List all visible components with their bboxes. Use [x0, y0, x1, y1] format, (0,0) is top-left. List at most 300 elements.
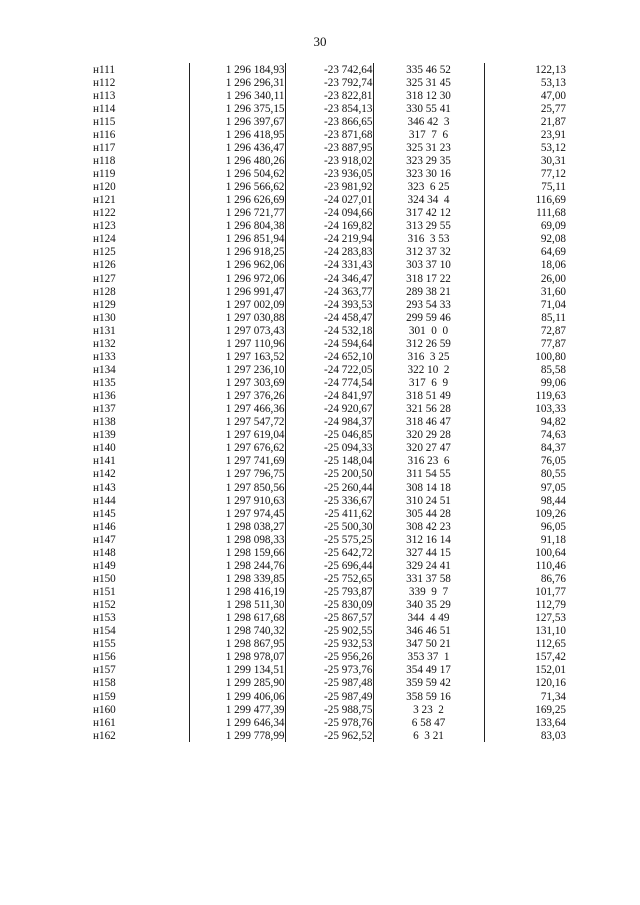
- x-coordinate-cell: 1 296 504,62: [189, 168, 285, 181]
- x-coordinate-cell: 1 298 867,95: [189, 638, 285, 651]
- direction-angle-cell: 346 42 3: [373, 115, 484, 128]
- point-id-cell: н127: [93, 272, 116, 285]
- table-row: [93, 455, 566, 468]
- table-row: [93, 703, 566, 716]
- table-row: [93, 572, 566, 585]
- direction-angle-cell: 347 50 21: [373, 638, 484, 651]
- table-row: [93, 115, 566, 128]
- x-coordinate-cell: 1 296 480,26: [189, 154, 285, 167]
- segment-length-cell: 94,82: [484, 416, 566, 429]
- x-coordinate-cell: 1 297 030,88: [189, 311, 285, 324]
- point-id-cell: н115: [93, 115, 116, 128]
- segment-length-cell: 120,16: [484, 677, 566, 690]
- direction-angle-cell: 320 29 28: [373, 429, 484, 442]
- x-coordinate-cell: 1 296 851,94: [189, 233, 285, 246]
- point-id-cell: н114: [93, 102, 116, 115]
- point-id-cell: н133: [93, 350, 116, 363]
- point-id-cell: н137: [93, 403, 116, 416]
- table-row: [93, 586, 566, 599]
- x-coordinate-cell: 1 299 134,51: [189, 664, 285, 677]
- y-coordinate-cell: -24 920,67: [285, 403, 373, 416]
- x-coordinate-cell: 1 298 740,32: [189, 625, 285, 638]
- point-id-cell: н147: [93, 533, 116, 546]
- direction-angle-cell: 317 6 9: [373, 377, 484, 390]
- point-id-cell: н159: [93, 690, 116, 703]
- y-coordinate-cell: -25 336,67: [285, 494, 373, 507]
- point-id-cell: н151: [93, 586, 116, 599]
- direction-angle-cell: 329 24 41: [373, 559, 484, 572]
- x-coordinate-cell: 1 296 340,11: [189, 89, 285, 102]
- x-coordinate-cell: 1 298 159,66: [189, 546, 285, 559]
- y-coordinate-cell: -23 871,68: [285, 128, 373, 141]
- point-id-cell: н117: [93, 141, 116, 154]
- table-row: [93, 220, 566, 233]
- y-coordinate-cell: -25 148,04: [285, 455, 373, 468]
- table-row: [93, 350, 566, 363]
- direction-angle-cell: 289 38 21: [373, 285, 484, 298]
- x-coordinate-cell: 1 296 296,31: [189, 76, 285, 89]
- y-coordinate-cell: -25 830,09: [285, 599, 373, 612]
- x-coordinate-cell: 1 297 850,56: [189, 481, 285, 494]
- direction-angle-cell: 318 17 22: [373, 272, 484, 285]
- direction-angle-cell: 353 37 1: [373, 651, 484, 664]
- table-row: [93, 128, 566, 141]
- table-row: [93, 716, 566, 729]
- y-coordinate-cell: -24 774,54: [285, 377, 373, 390]
- point-id-cell: н156: [93, 651, 116, 664]
- table-row: [93, 63, 566, 76]
- x-coordinate-cell: 1 297 741,69: [189, 455, 285, 468]
- x-coordinate-cell: 1 297 974,45: [189, 507, 285, 520]
- direction-angle-cell: 318 12 30: [373, 89, 484, 102]
- x-coordinate-cell: 1 298 416,19: [189, 586, 285, 599]
- table-row: [93, 207, 566, 220]
- direction-angle-cell: 317 7 6: [373, 128, 484, 141]
- segment-length-cell: 110,46: [484, 559, 566, 572]
- segment-length-cell: 69,09: [484, 220, 566, 233]
- y-coordinate-cell: -23 866,65: [285, 115, 373, 128]
- x-coordinate-cell: 1 296 436,47: [189, 141, 285, 154]
- point-id-cell: н118: [93, 154, 116, 167]
- segment-length-cell: 97,05: [484, 481, 566, 494]
- segment-length-cell: 80,55: [484, 468, 566, 481]
- x-coordinate-cell: 1 296 991,47: [189, 285, 285, 298]
- x-coordinate-cell: 1 298 617,68: [189, 612, 285, 625]
- coordinates-table: [93, 63, 566, 742]
- table-row: [93, 272, 566, 285]
- table-row: [93, 651, 566, 664]
- y-coordinate-cell: -25 094,33: [285, 442, 373, 455]
- x-coordinate-cell: 1 299 646,34: [189, 716, 285, 729]
- segment-length-cell: 86,76: [484, 572, 566, 585]
- x-coordinate-cell: 1 297 303,69: [189, 377, 285, 390]
- direction-angle-cell: 318 46 47: [373, 416, 484, 429]
- point-id-cell: н149: [93, 559, 116, 572]
- segment-length-cell: 131,10: [484, 625, 566, 638]
- segment-length-cell: 75,11: [484, 181, 566, 194]
- segment-length-cell: 152,01: [484, 664, 566, 677]
- y-coordinate-cell: -24 532,18: [285, 324, 373, 337]
- y-coordinate-cell: -24 027,01: [285, 194, 373, 207]
- point-id-cell: н141: [93, 455, 116, 468]
- y-coordinate-cell: -25 752,65: [285, 572, 373, 585]
- segment-length-cell: 99,06: [484, 377, 566, 390]
- point-id-cell: н152: [93, 599, 116, 612]
- x-coordinate-cell: 1 297 002,09: [189, 298, 285, 311]
- y-coordinate-cell: -24 331,43: [285, 259, 373, 272]
- table-row: [93, 442, 566, 455]
- segment-length-cell: 21,87: [484, 115, 566, 128]
- segment-length-cell: 71,04: [484, 298, 566, 311]
- direction-angle-cell: 335 46 52: [373, 63, 484, 76]
- table-row: [93, 729, 566, 742]
- direction-angle-cell: 322 10 2: [373, 363, 484, 376]
- segment-length-cell: 72,87: [484, 324, 566, 337]
- table-row: [93, 390, 566, 403]
- point-id-cell: н121: [93, 194, 116, 207]
- y-coordinate-cell: -23 822,81: [285, 89, 373, 102]
- segment-length-cell: 85,58: [484, 363, 566, 376]
- segment-length-cell: 96,05: [484, 520, 566, 533]
- x-coordinate-cell: 1 296 626,69: [189, 194, 285, 207]
- table-row: [93, 520, 566, 533]
- point-id-cell: н111: [93, 63, 115, 76]
- segment-length-cell: 100,64: [484, 546, 566, 559]
- table-row: [93, 76, 566, 89]
- table-row: [93, 507, 566, 520]
- table-row: [93, 285, 566, 298]
- point-id-cell: н122: [93, 207, 116, 220]
- table-row: [93, 416, 566, 429]
- point-id-cell: н143: [93, 481, 116, 494]
- direction-angle-cell: 316 3 53: [373, 233, 484, 246]
- table-row: [93, 690, 566, 703]
- segment-length-cell: 47,00: [484, 89, 566, 102]
- y-coordinate-cell: -25 575,25: [285, 533, 373, 546]
- table-row: [93, 403, 566, 416]
- point-id-cell: н160: [93, 703, 116, 716]
- segment-length-cell: 71,34: [484, 690, 566, 703]
- point-id-cell: н135: [93, 377, 116, 390]
- table-row: [93, 533, 566, 546]
- direction-angle-cell: 339 9 7: [373, 586, 484, 599]
- x-coordinate-cell: 1 297 910,63: [189, 494, 285, 507]
- x-coordinate-cell: 1 297 466,36: [189, 403, 285, 416]
- x-coordinate-cell: 1 296 804,38: [189, 220, 285, 233]
- direction-angle-cell: 354 49 17: [373, 664, 484, 677]
- segment-length-cell: 116,69: [484, 194, 566, 207]
- x-coordinate-cell: 1 298 511,30: [189, 599, 285, 612]
- segment-length-cell: 30,31: [484, 154, 566, 167]
- direction-angle-cell: 3 23 2: [373, 703, 484, 716]
- point-id-cell: н161: [93, 716, 116, 729]
- direction-angle-cell: 323 6 25: [373, 181, 484, 194]
- direction-angle-cell: 293 54 33: [373, 298, 484, 311]
- segment-length-cell: 127,53: [484, 612, 566, 625]
- point-id-cell: н112: [93, 76, 116, 89]
- y-coordinate-cell: -24 393,53: [285, 298, 373, 311]
- table-row: [93, 638, 566, 651]
- point-id-cell: н138: [93, 416, 116, 429]
- x-coordinate-cell: 1 298 978,07: [189, 651, 285, 664]
- direction-angle-cell: 346 46 51: [373, 625, 484, 638]
- y-coordinate-cell: -25 956,26: [285, 651, 373, 664]
- table-row: [93, 181, 566, 194]
- x-coordinate-cell: 1 296 375,15: [189, 102, 285, 115]
- x-coordinate-cell: 1 297 163,52: [189, 350, 285, 363]
- direction-angle-cell: 312 37 32: [373, 246, 484, 259]
- x-coordinate-cell: 1 298 244,76: [189, 559, 285, 572]
- y-coordinate-cell: -25 696,44: [285, 559, 373, 572]
- coordinates-table-body: [93, 63, 566, 742]
- point-id-cell: н129: [93, 298, 116, 311]
- point-id-cell: н140: [93, 442, 116, 455]
- y-coordinate-cell: -24 458,47: [285, 311, 373, 324]
- table-row: [93, 481, 566, 494]
- x-coordinate-cell: 1 296 397,67: [189, 115, 285, 128]
- direction-angle-cell: 6 58 47: [373, 716, 484, 729]
- y-coordinate-cell: -23 887,95: [285, 141, 373, 154]
- y-coordinate-cell: -25 932,53: [285, 638, 373, 651]
- point-id-cell: н136: [93, 390, 116, 403]
- x-coordinate-cell: 1 297 547,72: [189, 416, 285, 429]
- x-coordinate-cell: 1 299 477,39: [189, 703, 285, 716]
- table-row: [93, 89, 566, 102]
- segment-length-cell: 77,12: [484, 168, 566, 181]
- point-id-cell: н142: [93, 468, 116, 481]
- x-coordinate-cell: 1 296 184,93: [189, 63, 285, 76]
- y-coordinate-cell: -24 722,05: [285, 363, 373, 376]
- table-row: [93, 429, 566, 442]
- direction-angle-cell: 317 42 12: [373, 207, 484, 220]
- direction-angle-cell: 327 44 15: [373, 546, 484, 559]
- segment-length-cell: 53,13: [484, 76, 566, 89]
- direction-angle-cell: 359 59 42: [373, 677, 484, 690]
- segment-length-cell: 85,11: [484, 311, 566, 324]
- direction-angle-cell: 323 30 16: [373, 168, 484, 181]
- direction-angle-cell: 303 37 10: [373, 259, 484, 272]
- y-coordinate-cell: -24 363,77: [285, 285, 373, 298]
- table-row: [93, 311, 566, 324]
- x-coordinate-cell: 1 297 796,75: [189, 468, 285, 481]
- y-coordinate-cell: -24 219,94: [285, 233, 373, 246]
- y-coordinate-cell: -25 793,87: [285, 586, 373, 599]
- y-coordinate-cell: -25 973,76: [285, 664, 373, 677]
- table-row: [93, 298, 566, 311]
- segment-length-cell: 103,33: [484, 403, 566, 416]
- point-id-cell: н158: [93, 677, 116, 690]
- segment-length-cell: 53,12: [484, 141, 566, 154]
- segment-length-cell: 76,05: [484, 455, 566, 468]
- x-coordinate-cell: 1 298 098,33: [189, 533, 285, 546]
- segment-length-cell: 64,69: [484, 246, 566, 259]
- x-coordinate-cell: 1 297 619,04: [189, 429, 285, 442]
- x-coordinate-cell: 1 298 339,85: [189, 572, 285, 585]
- point-id-cell: н120: [93, 181, 116, 194]
- x-coordinate-cell: 1 299 285,90: [189, 677, 285, 690]
- direction-angle-cell: 311 54 55: [373, 468, 484, 481]
- table-row: [93, 259, 566, 272]
- segment-length-cell: 83,03: [484, 729, 566, 742]
- x-coordinate-cell: 1 298 038,27: [189, 520, 285, 533]
- point-id-cell: н123: [93, 220, 116, 233]
- table-row: [93, 337, 566, 350]
- direction-angle-cell: 308 14 18: [373, 481, 484, 494]
- y-coordinate-cell: -23 936,05: [285, 168, 373, 181]
- direction-angle-cell: 316 3 25: [373, 350, 484, 363]
- table-row: [93, 377, 566, 390]
- table-row: [93, 664, 566, 677]
- x-coordinate-cell: 1 297 236,10: [189, 363, 285, 376]
- point-id-cell: н154: [93, 625, 116, 638]
- y-coordinate-cell: -25 988,75: [285, 703, 373, 716]
- direction-angle-cell: 301 0 0: [373, 324, 484, 337]
- segment-length-cell: 122,13: [484, 63, 566, 76]
- point-id-cell: н139: [93, 429, 116, 442]
- direction-angle-cell: 325 31 45: [373, 76, 484, 89]
- y-coordinate-cell: -24 346,47: [285, 272, 373, 285]
- point-id-cell: н145: [93, 507, 116, 520]
- point-id-cell: н148: [93, 546, 116, 559]
- table-row: [93, 363, 566, 376]
- x-coordinate-cell: 1 297 073,43: [189, 324, 285, 337]
- y-coordinate-cell: -25 500,30: [285, 520, 373, 533]
- point-id-cell: н116: [93, 128, 116, 141]
- segment-length-cell: 26,00: [484, 272, 566, 285]
- segment-length-cell: 111,68: [484, 207, 566, 220]
- segment-length-cell: 112,79: [484, 599, 566, 612]
- direction-angle-cell: 320 27 47: [373, 442, 484, 455]
- y-coordinate-cell: -23 918,02: [285, 154, 373, 167]
- point-id-cell: н132: [93, 337, 116, 350]
- direction-angle-cell: 324 34 4: [373, 194, 484, 207]
- direction-angle-cell: 358 59 16: [373, 690, 484, 703]
- segment-length-cell: 77,87: [484, 337, 566, 350]
- table-row: [93, 677, 566, 690]
- x-coordinate-cell: 1 299 778,99: [189, 729, 285, 742]
- direction-angle-cell: 331 37 58: [373, 572, 484, 585]
- direction-angle-cell: 323 29 35: [373, 154, 484, 167]
- point-id-cell: н119: [93, 168, 116, 181]
- x-coordinate-cell: 1 296 566,62: [189, 181, 285, 194]
- segment-length-cell: 92,08: [484, 233, 566, 246]
- segment-length-cell: 112,65: [484, 638, 566, 651]
- segment-length-cell: 25,77: [484, 102, 566, 115]
- point-id-cell: н124: [93, 233, 116, 246]
- x-coordinate-cell: 1 296 972,06: [189, 272, 285, 285]
- point-id-cell: н131: [93, 324, 116, 337]
- point-id-cell: н134: [93, 363, 116, 376]
- table-row: [93, 141, 566, 154]
- segment-length-cell: 119,63: [484, 390, 566, 403]
- segment-length-cell: 23,91: [484, 128, 566, 141]
- segment-length-cell: 157,42: [484, 651, 566, 664]
- table-row: [93, 154, 566, 167]
- y-coordinate-cell: -24 841,97: [285, 390, 373, 403]
- y-coordinate-cell: -24 094,66: [285, 207, 373, 220]
- y-coordinate-cell: -25 046,85: [285, 429, 373, 442]
- y-coordinate-cell: -23 742,64: [285, 63, 373, 76]
- table-row: [93, 625, 566, 638]
- y-coordinate-cell: -25 978,76: [285, 716, 373, 729]
- y-coordinate-cell: -25 260,44: [285, 481, 373, 494]
- x-coordinate-cell: 1 299 406,06: [189, 690, 285, 703]
- direction-angle-cell: 325 31 23: [373, 141, 484, 154]
- direction-angle-cell: 310 24 51: [373, 494, 484, 507]
- y-coordinate-cell: -24 594,64: [285, 337, 373, 350]
- x-coordinate-cell: 1 296 962,06: [189, 259, 285, 272]
- direction-angle-cell: 305 44 28: [373, 507, 484, 520]
- y-coordinate-cell: -23 981,92: [285, 181, 373, 194]
- y-coordinate-cell: -25 987,49: [285, 690, 373, 703]
- table-row: [93, 559, 566, 572]
- direction-angle-cell: 344 4 49: [373, 612, 484, 625]
- direction-angle-cell: 318 51 49: [373, 390, 484, 403]
- table-row: [93, 102, 566, 115]
- point-id-cell: н126: [93, 259, 116, 272]
- direction-angle-cell: 312 16 14: [373, 533, 484, 546]
- x-coordinate-cell: 1 296 918,25: [189, 246, 285, 259]
- segment-length-cell: 18,06: [484, 259, 566, 272]
- y-coordinate-cell: -25 411,62: [285, 507, 373, 520]
- table-row: [93, 168, 566, 181]
- point-id-cell: н150: [93, 572, 116, 585]
- point-id-cell: н125: [93, 246, 116, 259]
- x-coordinate-cell: 1 296 418,95: [189, 128, 285, 141]
- point-id-cell: н144: [93, 494, 116, 507]
- point-id-cell: н113: [93, 89, 116, 102]
- direction-angle-cell: 330 55 41: [373, 102, 484, 115]
- direction-angle-cell: 312 26 59: [373, 337, 484, 350]
- y-coordinate-cell: -24 652,10: [285, 350, 373, 363]
- y-coordinate-cell: -24 169,82: [285, 220, 373, 233]
- direction-angle-cell: 308 42 23: [373, 520, 484, 533]
- x-coordinate-cell: 1 296 721,77: [189, 207, 285, 220]
- x-coordinate-cell: 1 297 110,96: [189, 337, 285, 350]
- y-coordinate-cell: -25 902,55: [285, 625, 373, 638]
- y-coordinate-cell: -24 984,37: [285, 416, 373, 429]
- segment-length-cell: 169,25: [484, 703, 566, 716]
- point-id-cell: н157: [93, 664, 116, 677]
- y-coordinate-cell: -25 642,72: [285, 546, 373, 559]
- segment-length-cell: 100,80: [484, 350, 566, 363]
- y-coordinate-cell: -25 987,48: [285, 677, 373, 690]
- table-row: [93, 546, 566, 559]
- point-id-cell: н128: [93, 285, 116, 298]
- table-row: [93, 494, 566, 507]
- segment-length-cell: 109,26: [484, 507, 566, 520]
- y-coordinate-cell: -25 867,57: [285, 612, 373, 625]
- point-id-cell: н146: [93, 520, 116, 533]
- table-row: [93, 612, 566, 625]
- page-number: 30: [313, 34, 327, 49]
- segment-length-cell: 98,44: [484, 494, 566, 507]
- table-row: [93, 233, 566, 246]
- segment-length-cell: 84,37: [484, 442, 566, 455]
- point-id-cell: н162: [93, 729, 116, 742]
- table-row: [93, 599, 566, 612]
- x-coordinate-cell: 1 297 376,26: [189, 390, 285, 403]
- point-id-cell: н155: [93, 638, 116, 651]
- direction-angle-cell: 313 29 55: [373, 220, 484, 233]
- y-coordinate-cell: -23 854,13: [285, 102, 373, 115]
- segment-length-cell: 101,77: [484, 586, 566, 599]
- segment-length-cell: 74,63: [484, 429, 566, 442]
- point-id-cell: н130: [93, 311, 116, 324]
- y-coordinate-cell: -25 200,50: [285, 468, 373, 481]
- direction-angle-cell: 316 23 6: [373, 455, 484, 468]
- y-coordinate-cell: -24 283,83: [285, 246, 373, 259]
